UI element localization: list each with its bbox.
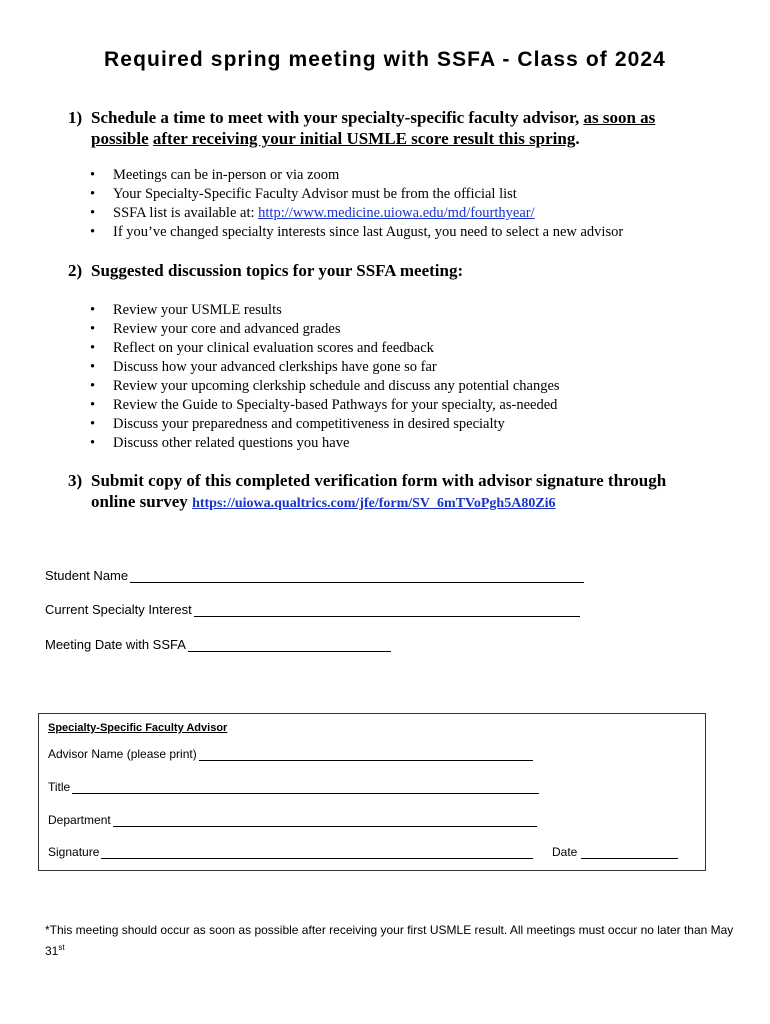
student-name-label: Student Name bbox=[45, 568, 129, 583]
list-item: • Your Specialty-Specific Faculty Advisor must be from the official list bbox=[90, 185, 623, 204]
as-soon-as-possible-text: as soon as possible bbox=[91, 108, 656, 148]
advisor-title-field bbox=[48, 780, 539, 794]
signature-label: Signature bbox=[48, 845, 100, 859]
advisor-signature-box bbox=[38, 713, 706, 871]
meeting-date-label: Meeting Date with SSFA bbox=[45, 637, 186, 652]
section-1-bullet-list bbox=[90, 166, 623, 242]
section-3-heading bbox=[68, 470, 708, 514]
list-item: • Review your USMLE results bbox=[90, 301, 560, 320]
section-2-text: Suggested discussion topics for your SSFA meeting: bbox=[91, 261, 464, 280]
list-item: • Review your upcoming clerkship schedule and discuss any potential changes bbox=[90, 377, 560, 396]
list-item: • Discuss your preparedness and competitiveness in desired specialty bbox=[90, 415, 560, 434]
specialty-interest-input[interactable] bbox=[194, 604, 580, 617]
list-item: • Discuss how your advanced clerkships have gone so far bbox=[90, 358, 560, 377]
advisor-title-input[interactable] bbox=[72, 782, 539, 794]
section-3-number: 3) bbox=[68, 471, 83, 490]
section-1-number: 1) bbox=[68, 108, 83, 127]
list-item: • Review your core and advanced grades bbox=[90, 320, 560, 339]
list-item: • Meetings can be in-person or via zoom bbox=[90, 166, 623, 185]
advisor-title-label: Title bbox=[48, 780, 71, 794]
advisor-department-field bbox=[48, 813, 537, 827]
date-input[interactable] bbox=[581, 847, 678, 859]
section-2-bullet-list bbox=[90, 301, 560, 453]
advisor-box-title: Specialty-Specific Faculty Advisor bbox=[48, 722, 228, 734]
footnote: *This meeting should occur as soon as possible after receiving your first USMLE result. All meetings must occur no later than May 31st bbox=[45, 923, 734, 958]
advisor-department-input[interactable] bbox=[113, 815, 537, 827]
section-3-text: Submit copy of this completed verification form with advisor signature through online survey https://uiowa.qualtrics.com/jfe/form/SV_6mTVoPgh5A80Zi6 bbox=[91, 471, 667, 511]
signature-input[interactable] bbox=[101, 847, 533, 859]
advisor-department-label: Department bbox=[48, 813, 111, 827]
student-name-input[interactable] bbox=[130, 570, 584, 583]
advisor-name-label: Advisor Name (please print) bbox=[48, 747, 197, 761]
list-item: • Review the Guide to Specialty-based Pathways for your specialty, as-needed bbox=[90, 396, 560, 415]
list-item: • Discuss other related questions you have bbox=[90, 434, 560, 453]
section-1-heading bbox=[68, 107, 708, 149]
advisor-name-field bbox=[48, 747, 533, 761]
specialty-interest-label: Current Specialty Interest bbox=[45, 602, 192, 617]
advisor-date-field bbox=[552, 845, 678, 859]
meeting-date-input[interactable] bbox=[188, 639, 391, 652]
section-2-number: 2) bbox=[68, 261, 83, 280]
section-1-text: Schedule a time to meet with your specialty-specific faculty advisor, as soon as possible after receiving your initial USMLE score result this spring. bbox=[91, 108, 656, 148]
student-name-field bbox=[45, 568, 584, 583]
ssfa-list-link[interactable]: http://www.medicine.uiowa.edu/md/fourthyear/ bbox=[258, 205, 535, 221]
page-title: Required spring meeting with SSFA - Class of 2024 bbox=[104, 48, 666, 71]
advisor-name-input[interactable] bbox=[199, 749, 533, 761]
date-label: Date bbox=[552, 845, 578, 859]
specialty-interest-field bbox=[45, 602, 580, 617]
list-item: • Reflect on your clinical evaluation scores and feedback bbox=[90, 339, 560, 358]
advisor-signature-field bbox=[48, 845, 533, 859]
qualtrics-survey-link[interactable]: https://uiowa.qualtrics.com/jfe/form/SV_6mTVoPgh5A80Zi6 bbox=[192, 496, 556, 511]
list-item: • SSFA list is available at: http://www.medicine.uiowa.edu/md/fourthyear/ bbox=[90, 204, 623, 223]
list-item: • If you’ve changed specialty interests since last August, you need to select a new advisor bbox=[90, 223, 623, 242]
after-score-text: after receiving your initial USMLE score result this spring bbox=[152, 129, 576, 148]
section-2-heading bbox=[68, 260, 708, 281]
footnote-superscript: st bbox=[58, 943, 65, 952]
meeting-date-field bbox=[45, 637, 391, 652]
